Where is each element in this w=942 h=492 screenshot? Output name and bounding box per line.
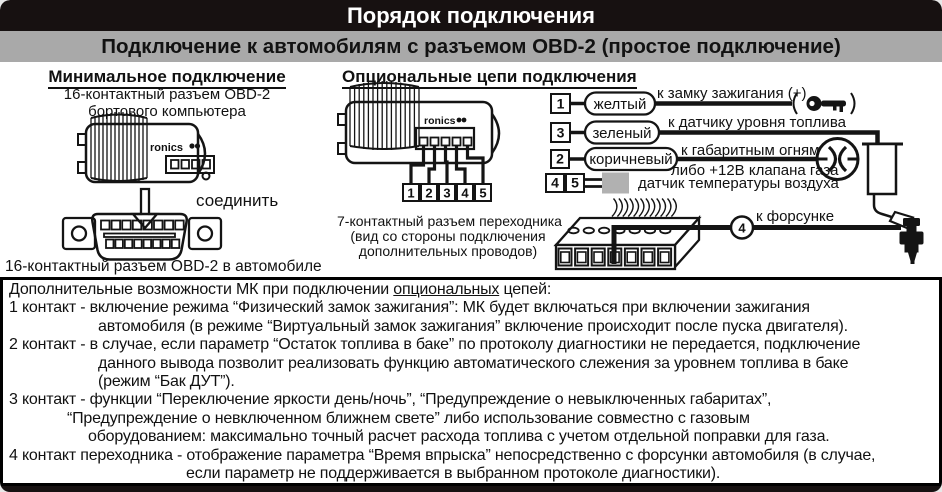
pin-number: 4 — [461, 185, 469, 201]
temp-sensor-icon — [602, 173, 629, 194]
mid-section-title: Опциональные цепи подключения — [342, 67, 637, 87]
notes-intro-pre: Дополнительные возможности МК при подключении — [9, 281, 394, 298]
page-footer — [0, 486, 942, 492]
brand-logo-icon — [457, 118, 467, 123]
page-subtitle: Подключение к автомобилям с разъемом OBD-2 (простое подключение) — [101, 34, 841, 58]
ribbon-cable-icon — [612, 199, 676, 217]
notes-line: если параметр не поддерживается в выбранном протоколе диагностики). — [186, 465, 721, 483]
contact-number: 4 — [551, 174, 559, 191]
contact-number: 5 — [571, 174, 579, 191]
injector-icon — [900, 218, 924, 264]
pin-number: 3 — [443, 185, 451, 201]
notes-line: 2 контакт - в случае, если параметр “Остаток топлива в баке” по протоколу диагностики не передается, подключение — [9, 336, 861, 354]
brand-logo-icon — [189, 143, 200, 148]
page-title: Порядок подключения — [346, 2, 596, 28]
notes-line: 4 контакт переходника - отображение параметра “Время впрыска” непосредственно с форсунки автомобиля (в случае, — [9, 446, 876, 464]
notes-intro — [3, 281, 939, 299]
wire-color-label: зеленый — [592, 125, 652, 142]
pin-number: 5 — [479, 185, 487, 201]
ribbon-cable-icon — [91, 112, 147, 183]
wire-target-label-gas-valve: либо +12В клапана газа — [671, 162, 839, 179]
notes-line: 1 контакт - включение режима “Физический замок зажигания”: МК будет включаться при включении зажигания — [9, 299, 810, 317]
pin-number: 2 — [425, 185, 433, 201]
pin-number: 1 — [407, 185, 415, 201]
contact-number: 4 — [738, 220, 746, 236]
wire-target-label-air-temp: датчик температуры воздуха — [638, 175, 839, 192]
wire-target-label-lights: к габаритным огням — [681, 142, 820, 159]
notes-intro-post: цепей: — [499, 281, 552, 298]
left-subtitle-line2: бортового компьютера — [88, 103, 246, 120]
notes-intro-underlined: опциональных — [393, 281, 500, 298]
wire-target-label-ignition: к замку зажигания (+) — [657, 85, 807, 102]
contact-number: 2 — [556, 150, 564, 167]
brand-logo-text: ronics — [424, 115, 456, 127]
left-caption: 16-контактный разъем OBD-2 в автомобиле — [5, 258, 322, 275]
contact-number: 1 — [556, 95, 565, 112]
connect-label: соединить — [196, 191, 279, 210]
contact-number: 3 — [556, 124, 565, 141]
fuel-level-sensor-icon — [862, 144, 914, 228]
ribbon-cable-icon — [350, 81, 419, 150]
notes-line: данного вывода позволит реализовать функцию автоматического слежения за уровнем топлива в баке — [98, 354, 849, 372]
brand-logo-text: ronics — [150, 142, 184, 154]
wire-target-label-injector: к форсунке — [756, 208, 835, 225]
wire-row-air-temp — [546, 173, 629, 194]
notes-line: 3 контакт - функции “Переключение яркости день/ночь”, “Предупреждение о невыключенных габаритах”, — [9, 391, 772, 409]
subheader-bar — [0, 31, 942, 62]
diagram-area — [0, 62, 942, 277]
wire-target-label-fuel: к датчику уровня топлива — [668, 114, 846, 131]
notes-line: автомобиля (в режиме “Виртуальный замок зажигания” включение происходит после пуска двигателя). — [98, 317, 848, 335]
pin-fanout-wires — [411, 145, 483, 184]
notes-line: (режим “Бак ДУТ”). — [98, 373, 235, 391]
mid-caption-line3: дополнительных проводов) — [358, 243, 538, 259]
left-subtitle-line1: 16-контактный разъем OBD-2 — [63, 86, 271, 103]
obd2-socket-drawing — [63, 214, 221, 260]
notes-line: оборудованием: максимально точный расчет расхода топлива с учетом отдельной поправки для газа. — [88, 428, 830, 446]
mid-caption-line2: (вид со стороны подключения — [350, 228, 546, 244]
left-section-title: Минимальное подключение — [22, 67, 312, 87]
notes-line: “Предупреждение о невключенном ближнем свете” либо использование совместно с газовым — [67, 409, 750, 427]
wire-color-label: коричневый — [589, 151, 673, 168]
wire-color-label: желтый — [593, 96, 647, 113]
header-bar — [0, 0, 942, 31]
mid-caption-line1: 7-контактный разъем переходника — [337, 213, 562, 229]
notes-block — [0, 277, 942, 486]
